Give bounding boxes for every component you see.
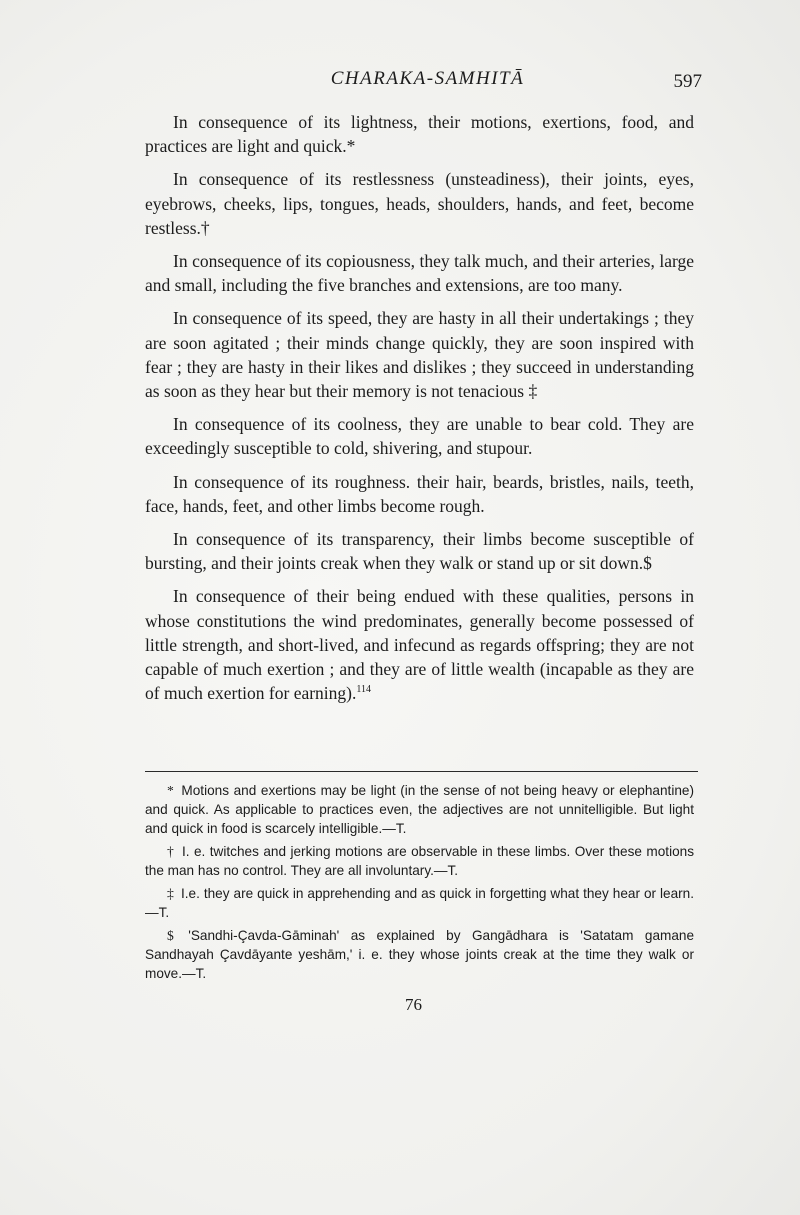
running-head bbox=[145, 68, 710, 98]
footnote: * Motions and exertions may be light (in the sense of not being heavy or elephantine) and quick. As applicable to practices even, the adjectives are not unnitelligible. But light and quick in food is scarcely intelligible.—T. bbox=[145, 783, 694, 836]
footnote: ‡ I.e. they are quick in apprehending and as quick in forgetting what they hear or learn.—T. bbox=[145, 886, 695, 920]
footnote-mark: * bbox=[167, 783, 174, 798]
running-title: CHARAKA-SAMHITĀ bbox=[330, 68, 525, 89]
endnote-reference: 114 bbox=[356, 684, 372, 696]
footnote-mark: $ bbox=[167, 928, 174, 943]
paragraph-conclusion: In consequence of their being endued with these qualities, persons in whose constitutions the wind predominates, generally become possessed of little strength, and short-lived, and infecund as regards offspring; they are not capable of much exertion ; and they are of little wealth (incapable as they are of much exertion for earning).$^{114}$ bbox=[145, 586, 694, 704]
paragraph-speed: In consequence of its speed, they are hasty in all their undertakings ; they are soon agitated ; their minds change quickly, they are soon inspired with fear ; they are hasty in their likes and dislikes ; they succeed in understanding as soon as they hear but their memory is not tenacious ‡ bbox=[145, 308, 694, 402]
footnotes bbox=[145, 781, 694, 987]
footnote-mark: ‡ bbox=[167, 886, 174, 901]
footnote: † I. e. twitches and jerking motions are observable in these limbs. Over these motions the man has no control. They are all involuntary.—T. bbox=[145, 844, 695, 878]
footnote-mark: † bbox=[167, 844, 175, 859]
paragraph-transparency: In consequence of its transparency, their limbs become susceptible of bursting, and their joints creak when they walk or stand up or sit down.$ bbox=[145, 529, 694, 574]
paragraph-restlessness: In consequence of its restlessness (unsteadiness), their joints, eyes, eyebrows, cheeks, lips, tongues, heads, shoulders, hands, and feet, become restless.† bbox=[145, 169, 694, 238]
printer-signature: 76 bbox=[405, 995, 422, 1014]
footnote-divider bbox=[145, 771, 698, 772]
footnote: $ 'Sandhi-Çavda-Gāminah' as explained by Gangādhara is 'Satatam gamane Sandhayah Çavdāyante yeshām,' i. e. they whose joints creak at the time they walk or move.—T. bbox=[145, 928, 695, 981]
paragraph-coolness: In consequence of its coolness, they are unable to bear cold. They are exceedingly susceptible to cold, shivering, and stupour. bbox=[145, 414, 694, 459]
paragraph-copiousness: In consequence of its copiousness, they talk much, and their arteries, large and small, including the five branches and extensions, are too many. bbox=[145, 251, 694, 296]
paragraph-lightness: In consequence of its lightness, their motions, exertions, food, and practices are light and quick.* bbox=[145, 112, 694, 157]
body-text bbox=[145, 110, 694, 714]
paragraph-roughness: In consequence of its roughness. their hair, beards, bristles, nails, teeth, face, hands, feet, and other limbs become rough. bbox=[145, 471, 694, 516]
page-number: 597 bbox=[673, 71, 702, 92]
